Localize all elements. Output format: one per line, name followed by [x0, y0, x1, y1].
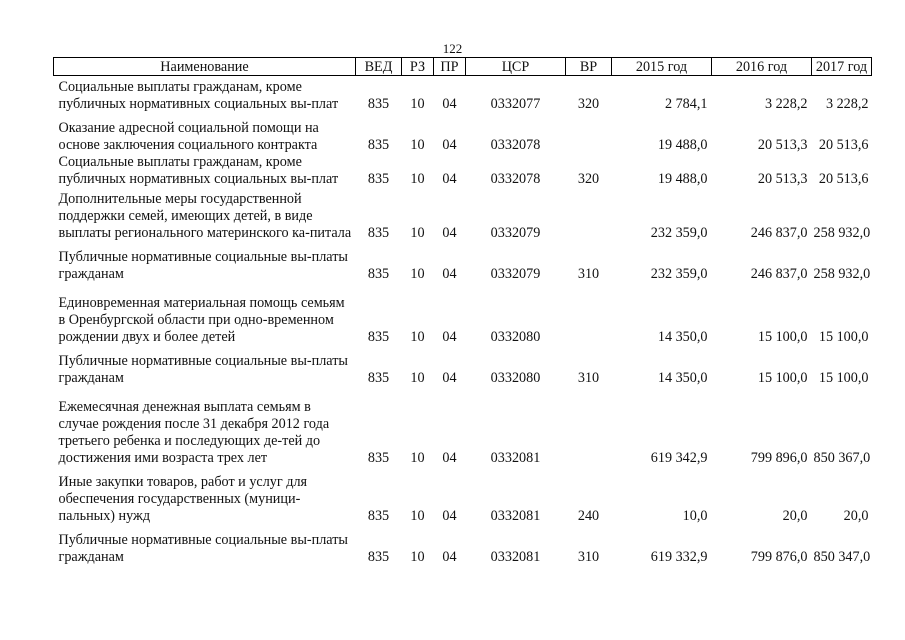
row-ved: 835: [367, 225, 390, 241]
row-rz: 10: [410, 225, 425, 241]
row-2015: 19 488,0: [657, 171, 708, 187]
row-name: Ежемесячная денежная выплата семьям в случае рождения после 31 декабря 2012 года третьего ребенка и последующих де-тей до достижения ими возраста трех лет: [58, 399, 330, 466]
header-vr: ВР: [566, 58, 612, 76]
table-row: [54, 188, 872, 242]
table-row: [54, 283, 872, 346]
row-csr: 0332079: [490, 225, 541, 241]
row-2015: 10,0: [682, 508, 708, 524]
row-csr: 0332079: [490, 266, 541, 282]
row-2017: 258 932,0: [813, 225, 871, 241]
header-rz: РЗ: [402, 58, 434, 76]
row-vr: [566, 387, 612, 467]
row-2017: 258 932,0: [813, 266, 871, 282]
row-ved: 835: [367, 96, 390, 112]
table-row: [54, 154, 872, 188]
row-name: Иные закупки товаров, работ и услуг для обеспечения государственных (муници-пальных) нужд: [58, 474, 308, 524]
row-rz: 10: [410, 329, 425, 345]
row-rz: 10: [410, 370, 425, 386]
row-vr: 240: [577, 508, 600, 524]
row-2016: 15 100,0: [757, 370, 808, 386]
row-pr: 04: [442, 329, 457, 345]
header-pr: ПР: [434, 58, 466, 76]
row-ved: 835: [367, 266, 390, 282]
row-2017: 850 347,0: [813, 549, 871, 565]
row-2016: 799 876,0: [750, 549, 808, 565]
row-csr: 0332078: [490, 137, 541, 153]
row-pr: 04: [442, 450, 457, 466]
row-name: Оказание адресной социальной помощи на основе заключения социального контракта: [58, 120, 319, 153]
row-rz: 10: [410, 96, 425, 112]
row-2017: 15 100,0: [818, 329, 869, 345]
page-number: 122: [442, 41, 463, 56]
row-pr: 04: [442, 370, 457, 386]
row-2015: 14 350,0: [657, 329, 708, 345]
row-csr: 0332080: [490, 329, 541, 345]
row-ved: 835: [367, 508, 390, 524]
row-pr: 04: [442, 225, 457, 241]
row-2016: 20 513,3: [757, 171, 808, 187]
row-2016: 246 837,0: [750, 225, 808, 241]
row-2016: 799 896,0: [750, 450, 808, 466]
header-2015: 2015 год: [612, 58, 712, 76]
header-name: Наименование: [54, 58, 356, 76]
row-2015: 2 784,1: [664, 96, 708, 112]
row-pr: 04: [442, 96, 457, 112]
row-2017: 3 228,2: [825, 96, 869, 112]
row-2015: 619 332,9: [650, 549, 708, 565]
row-vr: 310: [577, 549, 600, 565]
table-row: [54, 525, 872, 566]
table-row: [54, 387, 872, 467]
row-ved: 835: [367, 137, 390, 153]
row-rz: 10: [410, 508, 425, 524]
row-2015: 619 342,9: [650, 450, 708, 466]
budget-table: [53, 57, 872, 566]
row-2016: 246 837,0: [750, 266, 808, 282]
row-ved: 835: [367, 171, 390, 187]
row-csr: 0332081: [490, 450, 541, 466]
header-ved: ВЕД: [356, 58, 402, 76]
row-pr: 04: [442, 171, 457, 187]
row-vr: 310: [577, 370, 600, 386]
table-row: [54, 467, 872, 525]
row-name: Социальные выплаты гражданам, кроме публичных нормативных социальных вы-плат: [58, 79, 339, 112]
row-name: Публичные нормативные социальные вы-платы гражданам: [58, 532, 348, 565]
row-csr: 0332080: [490, 370, 541, 386]
row-pr: 04: [442, 549, 457, 565]
row-2017: 20 513,6: [818, 171, 869, 187]
row-csr: 0332078: [490, 171, 541, 187]
table-header: [54, 58, 872, 76]
table-row: [54, 346, 872, 387]
table-row: [54, 113, 872, 154]
table-row: [54, 242, 872, 283]
row-2015: 14 350,0: [657, 370, 708, 386]
row-rz: 10: [410, 549, 425, 565]
row-2015: 232 359,0: [650, 225, 708, 241]
header-csr: ЦСР: [466, 58, 566, 76]
row-rz: 10: [410, 137, 425, 153]
row-2017: 20,0: [843, 508, 869, 524]
row-csr: 0332077: [490, 96, 541, 112]
row-2017: 20 513,6: [818, 137, 869, 153]
row-ved: 835: [367, 549, 390, 565]
row-vr: 320: [577, 96, 600, 112]
row-ved: 835: [367, 329, 390, 345]
row-name: Единовременная материальная помощь семьям в Оренбургской области при одно-временном рождении двух и более детей: [58, 295, 345, 345]
row-vr: [566, 283, 612, 346]
row-vr: 320: [577, 171, 600, 187]
row-vr: [566, 188, 612, 242]
row-name: Дополнительные меры государственной поддержки семей, имеющих детей, в виде выплаты регионального материнского ка-питала: [58, 191, 352, 241]
row-2015: 232 359,0: [650, 266, 708, 282]
row-pr: 04: [442, 266, 457, 282]
row-vr: 310: [577, 266, 600, 282]
row-csr: 0332081: [490, 549, 541, 565]
row-2016: 20 513,3: [757, 137, 808, 153]
row-2015: 19 488,0: [657, 137, 708, 153]
row-2017: 15 100,0: [818, 370, 869, 386]
header-2017: 2017 год: [812, 58, 872, 76]
row-name: Социальные выплаты гражданам, кроме публичных нормативных социальных вы-плат: [58, 154, 339, 187]
row-name: Публичные нормативные социальные вы-платы гражданам: [58, 249, 348, 282]
row-ved: 835: [367, 450, 390, 466]
row-rz: 10: [410, 266, 425, 282]
row-csr: 0332081: [490, 508, 541, 524]
table-row: [54, 76, 872, 114]
row-rz: 10: [410, 450, 425, 466]
row-rz: 10: [410, 171, 425, 187]
row-vr: [566, 113, 612, 154]
row-2016: 15 100,0: [757, 329, 808, 345]
row-2016: 20,0: [782, 508, 808, 524]
row-2017: 850 367,0: [813, 450, 871, 466]
row-name: Публичные нормативные социальные вы-платы гражданам: [58, 353, 348, 386]
row-pr: 04: [442, 508, 457, 524]
row-2016: 3 228,2: [764, 96, 808, 112]
header-2016: 2016 год: [712, 58, 812, 76]
row-pr: 04: [442, 137, 457, 153]
row-ved: 835: [367, 370, 390, 386]
